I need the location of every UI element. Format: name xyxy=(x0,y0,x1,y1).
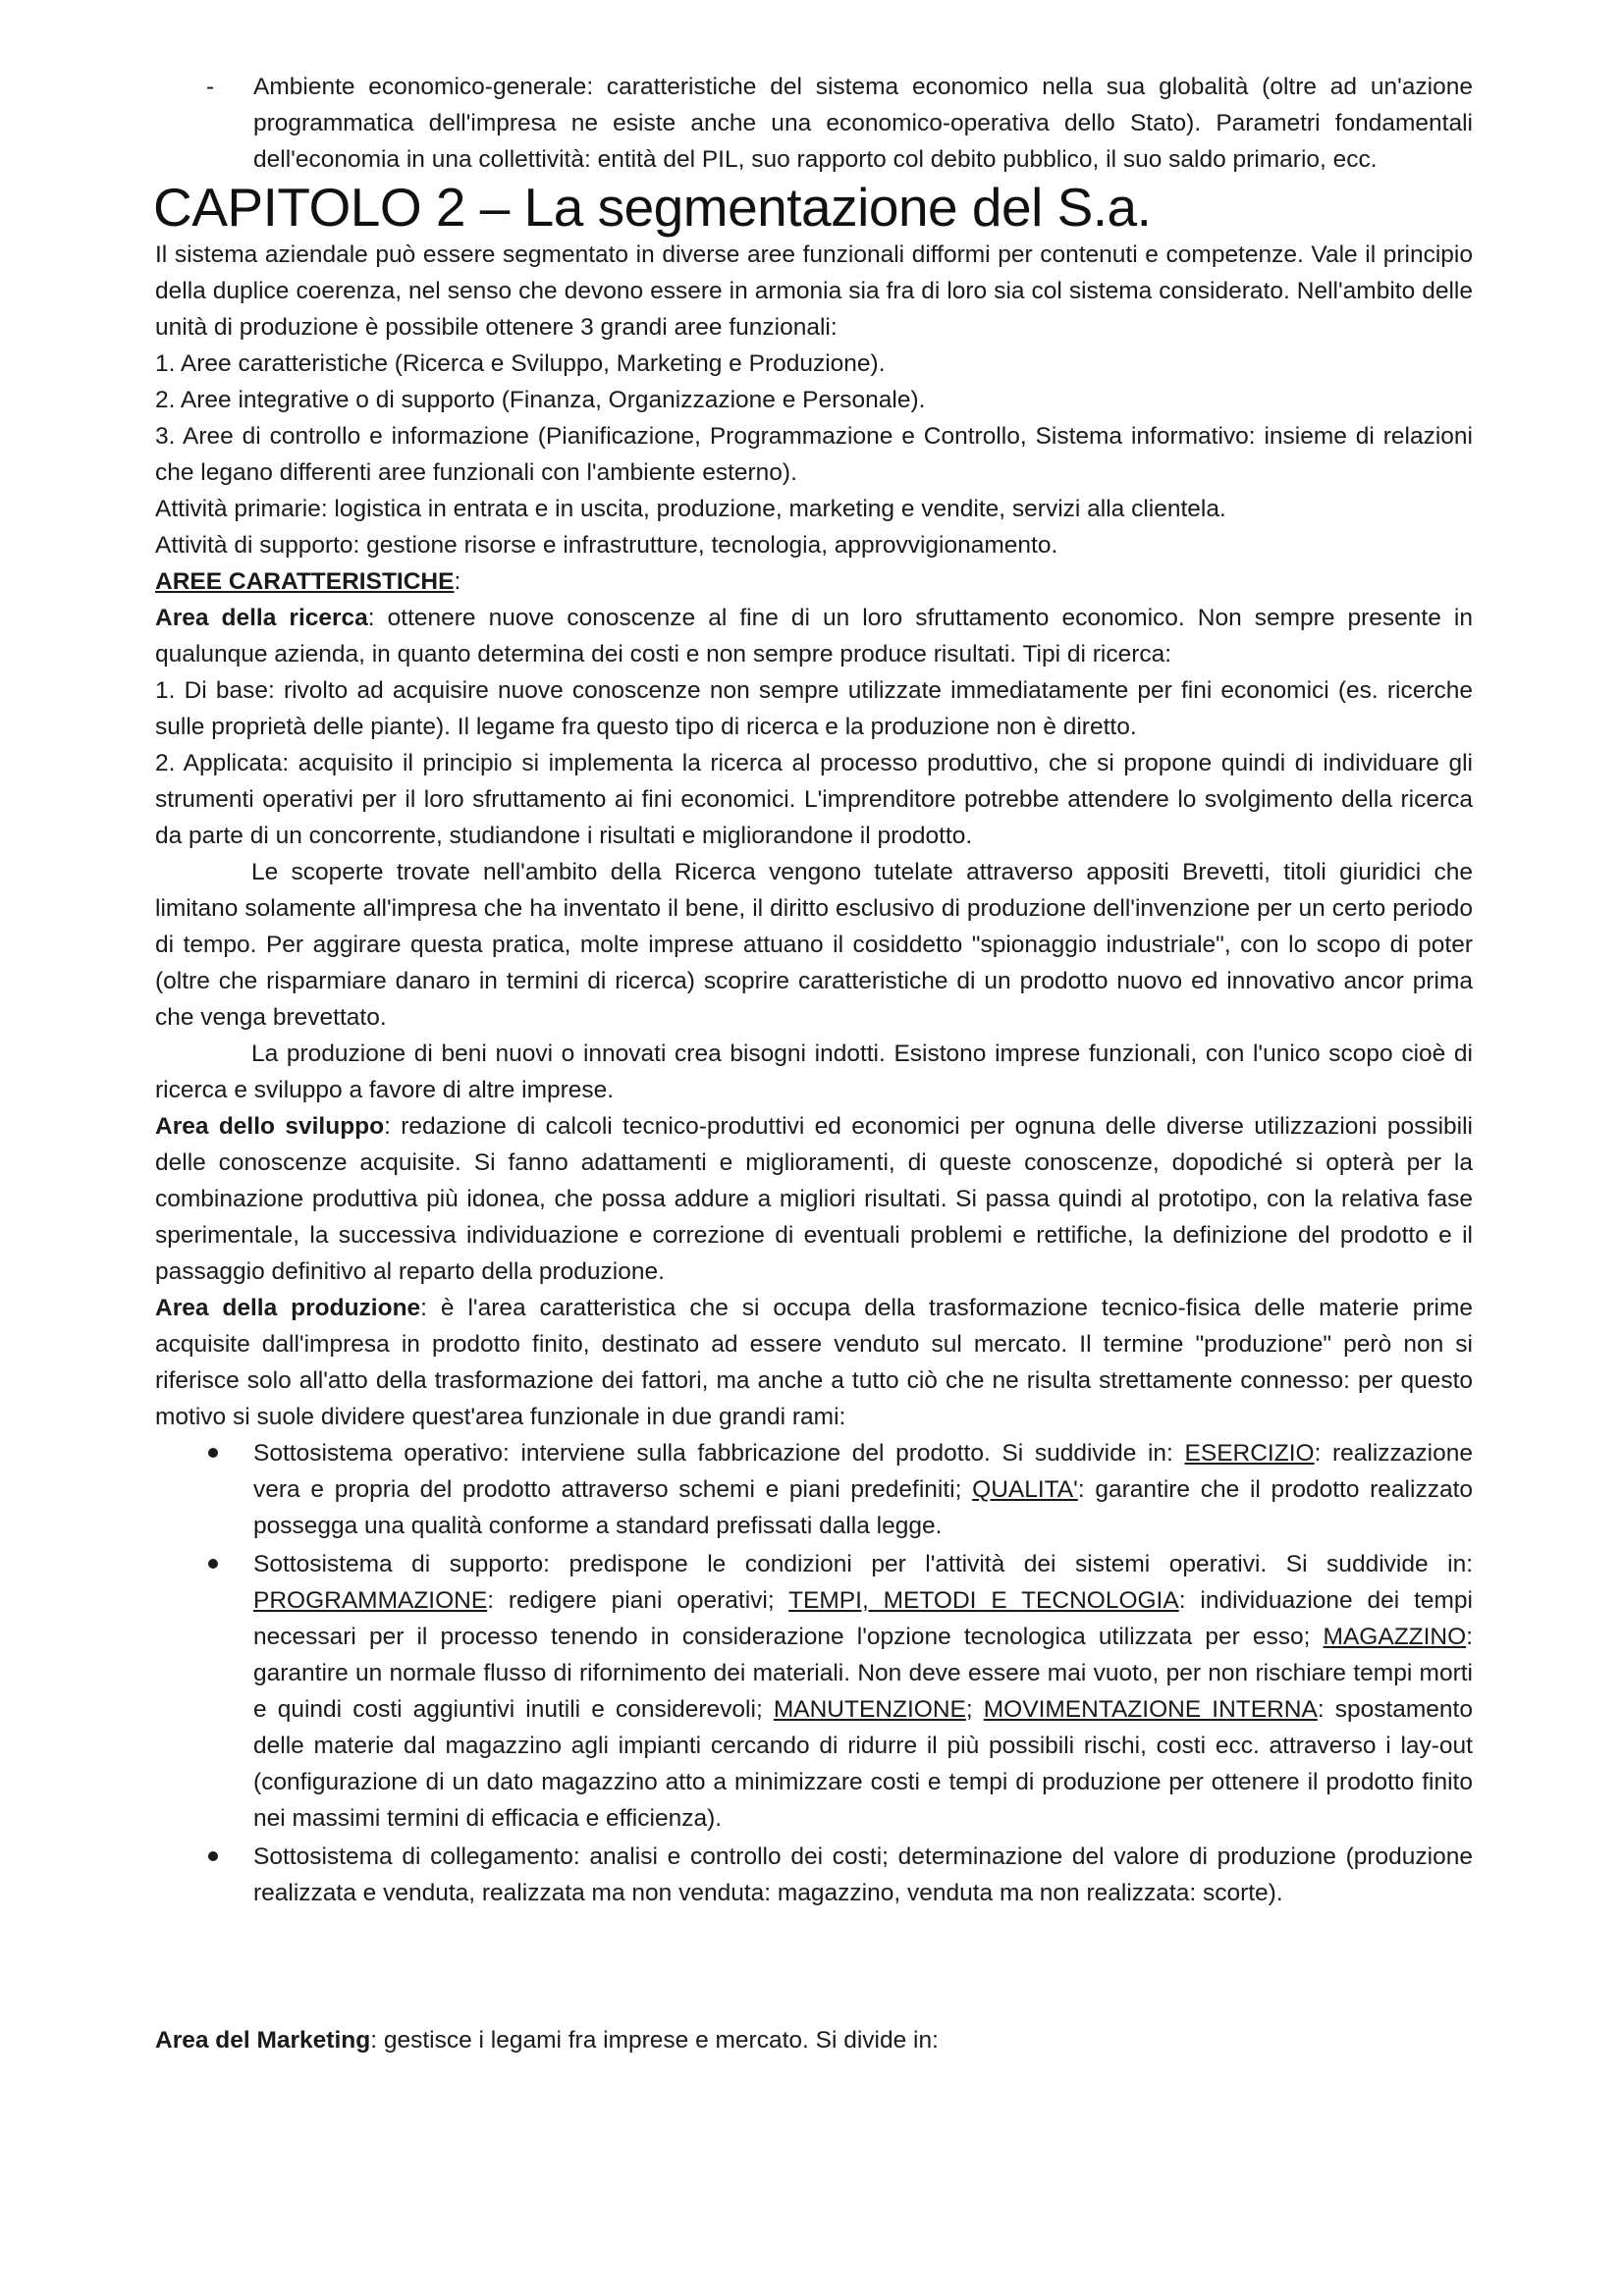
brevetti-paragraph: Le scoperte trovate nell'ambito della Ricerca vengono tutelate attraverso appositi Brevetti, titoli giuridici che limitano solamente all'impresa che ha inventato il bene, il diritto esclusivo di produzione dell'invenzione per un certo periodo di tempo. Per aggirare questa pratica, molte imprese attuano il cosiddetto "spionaggio industriale", con lo scopo di poter (oltre che risparmiare danaro in termini di ricerca) scoprire caratteristiche di un prodotto nuovo ed innovativo ancor prima che venga brevettato. xyxy=(155,859,1473,1031)
section-heading-line xyxy=(155,563,1473,600)
keyword-tempi-metodi: TEMPI, METODI E TECNOLOGIA xyxy=(788,1587,1179,1614)
marketing-paragraph xyxy=(155,2022,1473,2058)
area-item: 1. Aree caratteristiche (Ricerca e Sviluppo, Marketing e Produzione). xyxy=(155,350,886,377)
produzione-label: Area della produzione xyxy=(155,1295,421,1321)
section-heading: AREE CARATTERISTICHE xyxy=(155,568,455,595)
chapter-title: CAPITOLO 2 – La segmentazione del S.a. xyxy=(153,177,1152,238)
supporto-text-2: : individuazione dei tempi necessari per il processo tenendo in considerazione l'opzione tecnologica utilizzata per esso; xyxy=(253,1587,1473,1650)
keyword-esercizio: ESERCIZIO xyxy=(1184,1440,1315,1467)
produzione-text: : è l'area caratteristica che si occupa della trasformazione tecnico-fisica delle materie prime acquisite dall'impresa in prodotto finito, destinato ad essere venduto sul mercato. Il termine "produzione" però non si riferisce solo all'atto della trasformazione dei fattori, ma anche a tutto ciò che ne risulta strettamente connesso: per questo motivo si suole dividere quest'area funzionale in due grandi rami: xyxy=(155,1295,1473,1430)
keyword-qualita: QUALITA' xyxy=(972,1476,1078,1503)
bullet-icon xyxy=(208,1851,218,1861)
marketing-label: Area del Marketing xyxy=(155,2027,371,2054)
support-activities: Attività di supporto: gestione risorse e infrastrutture, tecnologia, approvvigionamento. xyxy=(155,532,1058,559)
intro-text: : caratteristiche del sistema economico nella sua globalità (oltre ad un'azione programmatica dell'impresa ne esiste anche una economico-operativa dello Stato). Parametri fondamentali dell'economia in una collettività: entità del PIL, suo rapporto col debito pubblico, il suo saldo primario, ecc. xyxy=(253,74,1473,173)
ricerca-type: 2. Applicata: acquisito il principio si implementa la ricerca al processo produttivo, che si propone quindi di individuare gli strumenti operativi per il loro sfruttamento ai fini economici. L'imprenditore potrebbe attendere lo svolgimento della ricerca da parte di un concorrente, studiandone i risultati e migliorandone il prodotto. xyxy=(155,750,1473,849)
operativo-text-1: : realizzazione vera e propria del prodotto attraverso schemi e piani predefiniti; xyxy=(253,1440,1473,1503)
keyword-programmazione: PROGRAMMAZIONE xyxy=(253,1587,488,1614)
bullet-icon xyxy=(208,1559,218,1569)
paragraph-segmentation: Il sistema aziendale può essere segmentato in diverse aree funzionali difformi per contenuti e competenze. Vale il principio della duplice coerenza, nel senso che devono essere in armonia sia fra di loro sia col sistema considerato. Nell'ambito delle unità di produzione è possibile ottenere 3 grandi aree funzionali: xyxy=(155,241,1473,341)
bullet-icon xyxy=(208,1448,218,1458)
marketing-text: : gestisce i legami fra imprese e mercato. Si divide in: xyxy=(370,2027,939,2054)
sviluppo-paragraph xyxy=(155,1108,1473,1290)
produzione-paragraph xyxy=(155,1290,1473,1435)
operativo-text-2: : garantire che il prodotto realizzato possegga una qualità conforme a standard prefissati dalla legge. xyxy=(253,1476,1473,1539)
list-item-supporto xyxy=(155,1546,1473,1837)
list-item-collegamento xyxy=(155,1839,1473,1911)
ricerca-type: 1. Di base: rivolto ad acquisire nuove conoscenze non sempre utilizzate immediatamente per fini economici (es. ricerche sulle proprietà delle piante). Il legame fra questo tipo di ricerca e la produzione non è diretto. xyxy=(155,677,1473,740)
collegamento-text: Sottosistema di collegamento: analisi e controllo dei costi; determinazione del valore di produzione (produzione realizzata e venduta, realizzata ma non venduta: magazzino, venduta ma non realizzata: scorte). xyxy=(253,1843,1473,1906)
supporto-text-3: : garantire un normale flusso di rifornimento dei materiali. Non deve essere mai vuoto, per non rischiare tempi morti e quindi costi aggiuntivi inutili e considerevoli; xyxy=(253,1624,1473,1723)
area-item: 3. Aree di controllo e informazione (Pianificazione, Programmazione e Controllo, Sistema informativo: insieme di relazioni che legano differenti aree funzionali con l'ambiente esterno). xyxy=(155,423,1473,486)
operativo-intro: Sottosistema operativo: interviene sulla fabbricazione del prodotto. Si suddivide in: xyxy=(253,1440,1185,1467)
supporto-intro: Sottosistema di supporto: predispone le condizioni per l'attività dei sistemi operativi. Si suddivide in: xyxy=(253,1551,1473,1577)
ricerca-label: Area della ricerca xyxy=(155,605,368,631)
area-item: 2. Aree integrative o di supporto (Finanza, Organizzazione e Personale). xyxy=(155,387,926,413)
primary-activities: Attività primarie: logistica in entrata e in uscita, produzione, marketing e vendite, servizi alla clientela. xyxy=(155,496,1226,522)
intro-term: Ambiente economico-generale xyxy=(253,74,587,100)
section-heading-colon: : xyxy=(454,568,461,595)
ricerca-text: : ottenere nuove conoscenze al fine di un loro sfruttamento economico. Non sempre presente in qualunque azienda, in quanto determina dei costi e non sempre produce risultati. Tipi di ricerca: xyxy=(155,605,1473,667)
dash-marker: - xyxy=(206,74,215,100)
supporto-text-5: : spostamento delle materie dal magazzino agli impianti cercando di ridurre il più possibili rischi, costi ecc. attraverso i lay-out (configurazione di un dato magazzino atto a minimizzare costi e tempi di produzione per ottenere il prodotto finito nei massimi termini di efficacia e efficienza). xyxy=(253,1696,1473,1832)
ricerca-paragraph xyxy=(155,600,1473,672)
document-body xyxy=(155,69,1473,2058)
keyword-magazzino: MAGAZZINO xyxy=(1323,1624,1467,1650)
keyword-manutenzione: MANUTENZIONE xyxy=(773,1696,966,1723)
supporto-text-4: ; xyxy=(965,1696,984,1723)
sottosistemi-list xyxy=(155,1435,1473,1911)
list-item-operativo xyxy=(155,1435,1473,1544)
bisogni-paragraph: La produzione di beni nuovi o innovati crea bisogni indotti. Esistono imprese funzionali, con l'unico scopo cioè di ricerca e sviluppo a favore di altre imprese. xyxy=(155,1041,1473,1103)
sviluppo-text: : redazione di calcoli tecnico-produttivi ed economici per ognuna delle diverse utilizzazioni possibili delle conoscenze acquisite. Si fanno adattamenti e miglioramenti, di queste conoscenze, dopodiché si opterà per la combinazione produttiva più idonea, che possa addure a migliori risultati. Si passa quindi al prototipo, con la relativa fase sperimentale, la successiva individuazione e correzione di eventuali problemi e rettifiche, la definizione del prodotto e il passaggio definitivo al reparto della produzione. xyxy=(155,1113,1473,1285)
blank-space xyxy=(155,1913,1473,2022)
intro-list-item xyxy=(155,69,1473,178)
supporto-text-1: : redigere piani operativi; xyxy=(487,1587,789,1614)
sviluppo-label: Area dello sviluppo xyxy=(155,1113,385,1140)
keyword-movimentazione: MOVIMENTAZIONE INTERNA xyxy=(983,1696,1318,1723)
